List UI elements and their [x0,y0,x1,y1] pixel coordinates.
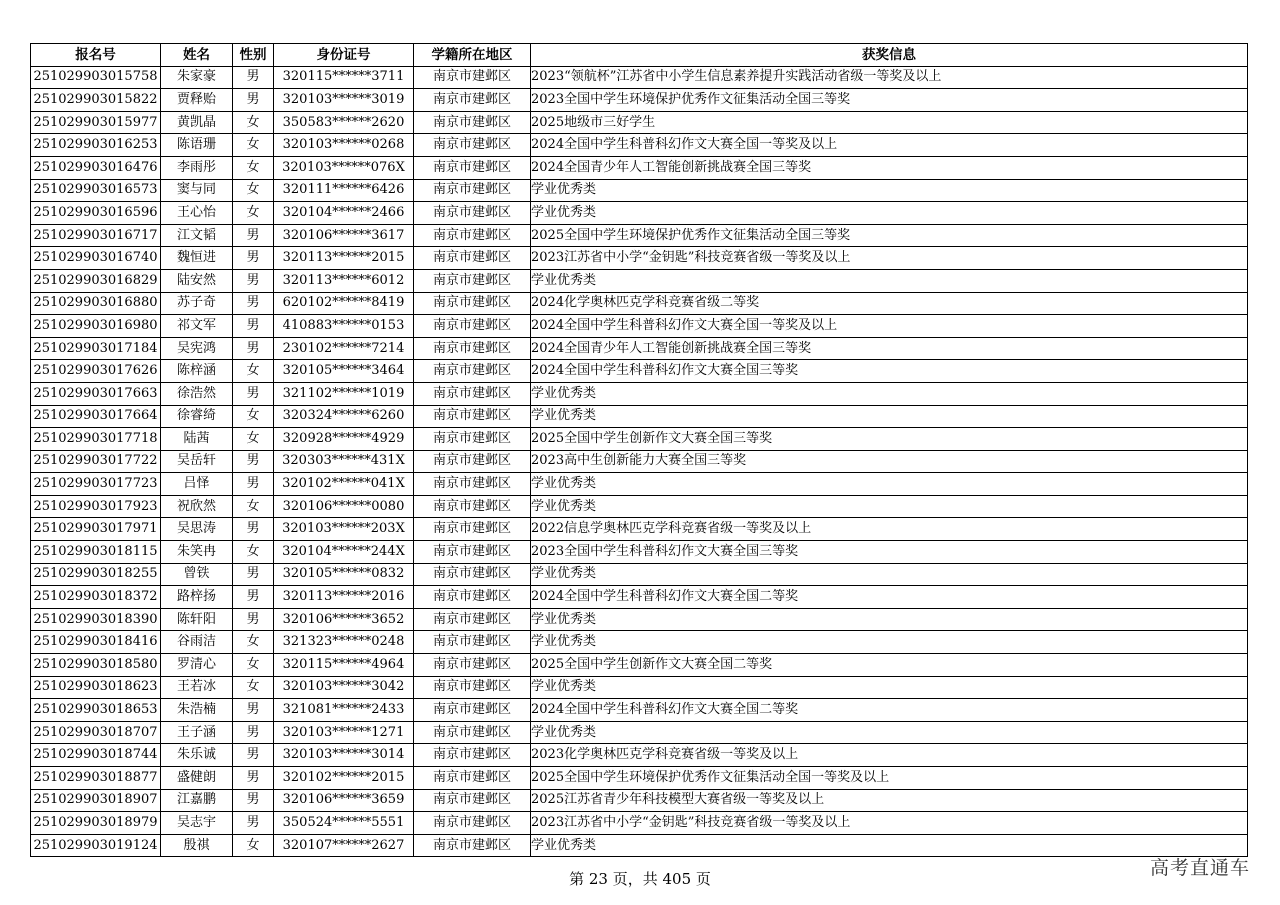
award-cell: 2022信息学奥林匹克学科竞赛省级一等奖及以上 [531,518,1248,541]
region-cell: 南京市建邺区 [414,789,531,812]
header-award: 获奖信息 [531,44,1248,67]
name-cell: 苏子奇 [161,292,233,315]
gender-cell: 男 [233,744,274,767]
region-cell: 南京市建邺区 [414,834,531,857]
registration-number-cell: 251029903016740 [31,247,161,270]
registration-number-cell: 251029903018979 [31,812,161,835]
table-row [31,315,1248,338]
header-row [31,44,1248,67]
gender-cell: 女 [233,202,274,225]
table-row [31,654,1248,677]
registration-number-cell: 251029903017664 [31,405,161,428]
registration-number-cell: 251029903016717 [31,224,161,247]
id-card-cell: 320115******3711 [274,66,414,89]
page-number: 第 23 页，共 405 页 [569,870,711,888]
award-cell: 2024全国中学生科普科幻作文大赛全国三等奖 [531,360,1248,383]
gender-cell: 男 [233,450,274,473]
header-name: 姓名 [161,44,233,67]
gender-cell: 男 [233,586,274,609]
registration-number-cell: 251029903018623 [31,676,161,699]
award-cell: 学业优秀类 [531,676,1248,699]
region-cell: 南京市建邺区 [414,676,531,699]
table-row [31,541,1248,564]
name-cell: 陆安然 [161,269,233,292]
registration-number-cell: 251029903016980 [31,315,161,338]
registration-number-cell: 251029903016829 [31,269,161,292]
region-cell: 南京市建邺区 [414,269,531,292]
gender-cell: 男 [233,563,274,586]
name-cell: 盛健朗 [161,767,233,790]
gender-cell: 女 [233,405,274,428]
award-cell: 学业优秀类 [531,382,1248,405]
id-card-cell: 320324******6260 [274,405,414,428]
id-card-cell: 320103******1271 [274,721,414,744]
registration-number-cell: 251029903018653 [31,699,161,722]
table-row [31,699,1248,722]
id-card-cell: 320107******2627 [274,834,414,857]
award-cell: 学业优秀类 [531,495,1248,518]
id-card-cell: 320103******0268 [274,134,414,157]
name-cell: 殷祺 [161,834,233,857]
name-cell: 朱乐诚 [161,744,233,767]
registration-number-cell: 251029903018907 [31,789,161,812]
name-cell: 祝欣然 [161,495,233,518]
region-cell: 南京市建邺区 [414,360,531,383]
id-card-cell: 320103******076X [274,156,414,179]
header-id-card: 身份证号 [274,44,414,67]
region-cell: 南京市建邺区 [414,202,531,225]
gender-cell: 男 [233,315,274,338]
gender-cell: 女 [233,541,274,564]
name-cell: 曾铁 [161,563,233,586]
registration-number-cell: 251029903017722 [31,450,161,473]
roster-table [30,43,1248,857]
award-cell: 2025全国中学生环境保护优秀作文征集活动全国三等奖 [531,224,1248,247]
region-cell: 南京市建邺区 [414,495,531,518]
region-cell: 南京市建邺区 [414,315,531,338]
id-card-cell: 320103******3042 [274,676,414,699]
id-card-cell: 320104******244X [274,541,414,564]
name-cell: 陈语珊 [161,134,233,157]
award-cell: 2023化学奥林匹克学科竞赛省级一等奖及以上 [531,744,1248,767]
name-cell: 祁文军 [161,315,233,338]
table-row [31,767,1248,790]
name-cell: 黄凯晶 [161,111,233,134]
table-row [31,834,1248,857]
id-card-cell: 320105******0832 [274,563,414,586]
id-card-cell: 320102******2015 [274,767,414,790]
table-row [31,337,1248,360]
table-row [31,360,1248,383]
id-card-cell: 350583******2620 [274,111,414,134]
region-cell: 南京市建邺区 [414,721,531,744]
region-cell: 南京市建邺区 [414,337,531,360]
registration-number-cell: 251029903017663 [31,382,161,405]
registration-number-cell: 251029903018707 [31,721,161,744]
registration-number-cell: 251029903015977 [31,111,161,134]
name-cell: 徐睿绮 [161,405,233,428]
registration-number-cell: 251029903019124 [31,834,161,857]
award-cell: 2024全国中学生科普科幻作文大赛全国二等奖 [531,699,1248,722]
id-card-cell: 321081******2433 [274,699,414,722]
gender-cell: 女 [233,156,274,179]
gender-cell: 男 [233,473,274,496]
id-card-cell: 320106******3659 [274,789,414,812]
id-card-cell: 320113******6012 [274,269,414,292]
name-cell: 李雨彤 [161,156,233,179]
table-row [31,586,1248,609]
table-row [31,450,1248,473]
registration-number-cell: 251029903016253 [31,134,161,157]
registration-number-cell: 251029903015822 [31,89,161,112]
table-row [31,744,1248,767]
region-cell: 南京市建邺区 [414,812,531,835]
gender-cell: 女 [233,428,274,451]
region-cell: 南京市建邺区 [414,428,531,451]
gender-cell: 女 [233,134,274,157]
name-cell: 吴宪鸿 [161,337,233,360]
id-card-cell: 320106******3652 [274,608,414,631]
registration-number-cell: 251029903016596 [31,202,161,225]
header-registration-number: 报名号 [31,44,161,67]
table-row [31,812,1248,835]
table-row [31,563,1248,586]
header-gender: 性别 [233,44,274,67]
name-cell: 徐浩然 [161,382,233,405]
award-cell: 2023全国中学生环境保护优秀作文征集活动全国三等奖 [531,89,1248,112]
table-body [31,66,1248,857]
table-row [31,608,1248,631]
region-cell: 南京市建邺区 [414,767,531,790]
award-cell: 2024全国青少年人工智能创新挑战赛全国三等奖 [531,156,1248,179]
header-region: 学籍所在地区 [414,44,531,67]
award-cell: 2024全国中学生科普科幻作文大赛全国一等奖及以上 [531,134,1248,157]
gender-cell: 女 [233,654,274,677]
id-card-cell: 620102******8419 [274,292,414,315]
region-cell: 南京市建邺区 [414,224,531,247]
id-card-cell: 230102******7214 [274,337,414,360]
award-cell: 2024全国中学生科普科幻作文大赛全国二等奖 [531,586,1248,609]
gender-cell: 女 [233,179,274,202]
gender-cell: 男 [233,66,274,89]
gender-cell: 男 [233,247,274,270]
name-cell: 王若冰 [161,676,233,699]
id-card-cell: 320104******2466 [274,202,414,225]
award-cell: 2025全国中学生创新作文大赛全国二等奖 [531,654,1248,677]
region-cell: 南京市建邺区 [414,586,531,609]
name-cell: 朱浩楠 [161,699,233,722]
gender-cell: 男 [233,382,274,405]
award-cell: 学业优秀类 [531,202,1248,225]
award-cell: 2023江苏省中小学“金钥匙”科技竞赛省级一等奖及以上 [531,812,1248,835]
registration-number-cell: 251029903016476 [31,156,161,179]
region-cell: 南京市建邺区 [414,631,531,654]
award-cell: 2023“领航杯”江苏省中小学生信息素养提升实践活动省级一等奖及以上 [531,66,1248,89]
table-row [31,269,1248,292]
award-cell: 2023江苏省中小学“金钥匙”科技竞赛省级一等奖及以上 [531,247,1248,270]
table-row [31,202,1248,225]
region-cell: 南京市建邺区 [414,111,531,134]
award-cell: 2024全国中学生科普科幻作文大赛全国一等奖及以上 [531,315,1248,338]
name-cell: 陈梓涵 [161,360,233,383]
region-cell: 南京市建邺区 [414,179,531,202]
name-cell: 罗清心 [161,654,233,677]
award-cell: 2024全国青少年人工智能创新挑战赛全国三等奖 [531,337,1248,360]
table-row [31,179,1248,202]
table-row [31,789,1248,812]
registration-number-cell: 251029903017923 [31,495,161,518]
table-row [31,292,1248,315]
registration-number-cell: 251029903018255 [31,563,161,586]
gender-cell: 男 [233,699,274,722]
id-card-cell: 320106******0080 [274,495,414,518]
region-cell: 南京市建邺区 [414,518,531,541]
region-cell: 南京市建邺区 [414,89,531,112]
gender-cell: 女 [233,360,274,383]
table-row [31,428,1248,451]
name-cell: 朱家豪 [161,66,233,89]
region-cell: 南京市建邺区 [414,541,531,564]
name-cell: 朱笑冉 [161,541,233,564]
name-cell: 江嘉鹏 [161,789,233,812]
gender-cell: 女 [233,834,274,857]
name-cell: 吕怿 [161,473,233,496]
table-row [31,676,1248,699]
id-card-cell: 320113******2016 [274,586,414,609]
gender-cell: 男 [233,224,274,247]
id-card-cell: 320113******2015 [274,247,414,270]
award-cell: 学业优秀类 [531,179,1248,202]
award-cell: 2025地级市三好学生 [531,111,1248,134]
region-cell: 南京市建邺区 [414,473,531,496]
table-row [31,134,1248,157]
registration-number-cell: 251029903017184 [31,337,161,360]
region-cell: 南京市建邺区 [414,450,531,473]
name-cell: 吴岳轩 [161,450,233,473]
table-row [31,247,1248,270]
gender-cell: 男 [233,518,274,541]
award-cell: 学业优秀类 [531,834,1248,857]
registration-number-cell: 251029903017718 [31,428,161,451]
registration-number-cell: 251029903018390 [31,608,161,631]
registration-number-cell: 251029903018877 [31,767,161,790]
id-card-cell: 320115******4964 [274,654,414,677]
gender-cell: 女 [233,676,274,699]
award-cell: 2023全国中学生科普科幻作文大赛全国三等奖 [531,541,1248,564]
registration-number-cell: 251029903016880 [31,292,161,315]
registration-number-cell: 251029903018744 [31,744,161,767]
gender-cell: 男 [233,292,274,315]
award-cell: 学业优秀类 [531,473,1248,496]
gender-cell: 男 [233,767,274,790]
table-row [31,518,1248,541]
award-cell: 2023高中生创新能力大赛全国三等奖 [531,450,1248,473]
table-row [31,156,1248,179]
registration-number-cell: 251029903015758 [31,66,161,89]
award-cell: 2025全国中学生创新作文大赛全国三等奖 [531,428,1248,451]
name-cell: 陆茜 [161,428,233,451]
registration-number-cell: 251029903016573 [31,179,161,202]
gender-cell: 男 [233,812,274,835]
id-card-cell: 350524******5551 [274,812,414,835]
table-row [31,111,1248,134]
id-card-cell: 320103******203X [274,518,414,541]
gender-cell: 男 [233,721,274,744]
name-cell: 贾释贻 [161,89,233,112]
id-card-cell: 320102******041X [274,473,414,496]
id-card-cell: 320303******431X [274,450,414,473]
award-cell: 学业优秀类 [531,608,1248,631]
region-cell: 南京市建邺区 [414,563,531,586]
id-card-cell: 320928******4929 [274,428,414,451]
registration-number-cell: 251029903017626 [31,360,161,383]
id-card-cell: 320103******3019 [274,89,414,112]
table-row [31,89,1248,112]
award-cell: 学业优秀类 [531,269,1248,292]
region-cell: 南京市建邺区 [414,405,531,428]
table-header [31,44,1248,67]
award-cell: 2025江苏省青少年科技模型大赛省级一等奖及以上 [531,789,1248,812]
gender-cell: 男 [233,269,274,292]
registration-number-cell: 251029903018580 [31,654,161,677]
name-cell: 谷雨洁 [161,631,233,654]
id-card-cell: 321323******0248 [274,631,414,654]
id-card-cell: 321102******1019 [274,382,414,405]
watermark-text: 高考直通车 [1149,857,1250,879]
registration-number-cell: 251029903017723 [31,473,161,496]
gender-cell: 女 [233,111,274,134]
table-row [31,721,1248,744]
registration-number-cell: 251029903018372 [31,586,161,609]
region-cell: 南京市建邺区 [414,292,531,315]
gender-cell: 男 [233,89,274,112]
id-card-cell: 320111******6426 [274,179,414,202]
award-cell: 2025全国中学生环境保护优秀作文征集活动全国一等奖及以上 [531,767,1248,790]
award-cell: 2024化学奥林匹克学科竞赛省级二等奖 [531,292,1248,315]
name-cell: 路梓扬 [161,586,233,609]
table-row [31,224,1248,247]
name-cell: 吴思涛 [161,518,233,541]
region-cell: 南京市建邺区 [414,134,531,157]
award-cell: 学业优秀类 [531,631,1248,654]
gender-cell: 男 [233,608,274,631]
region-cell: 南京市建邺区 [414,699,531,722]
region-cell: 南京市建邺区 [414,654,531,677]
table-row [31,382,1248,405]
award-cell: 学业优秀类 [531,563,1248,586]
gender-cell: 女 [233,631,274,654]
registration-number-cell: 251029903018416 [31,631,161,654]
region-cell: 南京市建邺区 [414,382,531,405]
name-cell: 魏恒进 [161,247,233,270]
name-cell: 江文韬 [161,224,233,247]
registration-number-cell: 251029903017971 [31,518,161,541]
region-cell: 南京市建邺区 [414,66,531,89]
id-card-cell: 410883******0153 [274,315,414,338]
registration-number-cell: 251029903018115 [31,541,161,564]
table-row [31,631,1248,654]
region-cell: 南京市建邺区 [414,744,531,767]
id-card-cell: 320106******3617 [274,224,414,247]
region-cell: 南京市建邺区 [414,156,531,179]
name-cell: 吴志宇 [161,812,233,835]
gender-cell: 男 [233,789,274,812]
table-row [31,473,1248,496]
region-cell: 南京市建邺区 [414,247,531,270]
id-card-cell: 320105******3464 [274,360,414,383]
id-card-cell: 320103******3014 [274,744,414,767]
name-cell: 王心怡 [161,202,233,225]
name-cell: 王子涵 [161,721,233,744]
name-cell: 陈轩阳 [161,608,233,631]
award-cell: 学业优秀类 [531,405,1248,428]
table-row [31,405,1248,428]
award-cell: 学业优秀类 [531,721,1248,744]
name-cell: 窦与同 [161,179,233,202]
table-row [31,66,1248,89]
region-cell: 南京市建邺区 [414,608,531,631]
gender-cell: 女 [233,495,274,518]
table-row [31,495,1248,518]
gender-cell: 男 [233,337,274,360]
